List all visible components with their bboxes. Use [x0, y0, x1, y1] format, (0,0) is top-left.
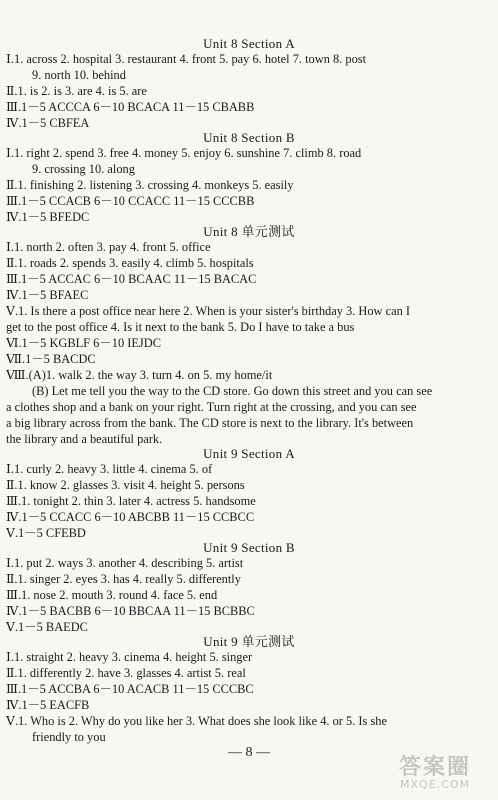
answer-line: Ⅲ.1. tonight 2. thin 3. later 4. actress 5. handsome	[6, 494, 256, 508]
unit9-sectionA-heading: Unit 9 Section A	[203, 446, 295, 461]
answer-line: Ⅴ.1－5 BAEDC	[6, 620, 88, 634]
answer-line: Ⅳ.1－5 CBFEA	[6, 116, 90, 130]
answer-line: friendly to you	[32, 730, 106, 744]
answer-line: Ⅴ.1. Who is 2. Why do you like her 3. What does she look like 4. or 5. Is she	[6, 714, 387, 728]
answer-line: the library and a beautiful park.	[6, 432, 163, 446]
answer-line: Ⅳ.1－5 BFEDC	[6, 210, 90, 224]
answer-line: a big library across from the bank. The CD store is next to the library. It's between	[6, 416, 414, 430]
answer-line: Ⅴ.1. Is there a post office near here 2. When is your sister's birthday 3. How can I	[6, 304, 411, 318]
answer-line: get to the post office 4. Is it next to the bank 5. Do I have to take a bus	[6, 320, 355, 334]
answer-line: Ⅳ.1－5 EACFB	[6, 698, 90, 712]
answer-line: Ⅰ.1. right 2. spend 3. free 4. money 5. enjoy 6. sunshine 7. climb 8. road	[6, 146, 362, 160]
answer-line: Ⅴ.1－5 CFEBD	[6, 526, 86, 540]
answer-line: Ⅳ.1－5 CCACC 6－10 ABCBB 11－15 CCBCC	[6, 510, 255, 524]
unit8-test-heading: Unit 8 单元测试	[203, 224, 295, 239]
answer-line: Ⅶ.1－5 BACDC	[6, 352, 96, 366]
watermark-logo	[380, 750, 490, 794]
answer-line: Ⅲ.1－5 ACCAC 6－10 BCAAC 11－15 BACAC	[6, 272, 257, 286]
answer-line: Ⅲ.1－5 ACCCA 6－10 BCACA 11－15 CBABB	[6, 100, 255, 114]
answer-line: Ⅱ.1. roads 2. spends 3. easily 4. climb 5. hospitals	[6, 256, 254, 270]
answer-line: Ⅲ.1. nose 2. mouth 3. round 4. face 5. end	[6, 588, 218, 602]
answer-line: 9. crossing 10. along	[32, 162, 135, 176]
unit8-sectionB-heading: Unit 8 Section B	[203, 130, 295, 145]
watermark-url: MXQE.COM	[400, 778, 470, 791]
answer-line: Ⅳ.1－5 BACBB 6－10 BBCAA 11－15 BCBBC	[6, 604, 255, 618]
answer-line: Ⅱ.1. differently 2. have 3. glasses 4. artist 5. real	[6, 666, 246, 680]
answer-line: Ⅰ.1. north 2. often 3. pay 4. front 5. office	[6, 240, 211, 254]
answer-line: Ⅰ.1. curly 2. heavy 3. little 4. cinema 5. of	[6, 462, 213, 476]
unit9-sectionB-heading: Unit 9 Section B	[203, 540, 295, 555]
answer-line: Ⅷ.(A)1. walk 2. the way 3. turn 4. on 5. my home/it	[6, 368, 273, 382]
answer-line: Ⅵ.1－5 KGBLF 6－10 IEJDC	[6, 336, 161, 350]
answer-line: a clothes shop and a bank on your right. Turn right at the crossing, and you can see	[6, 400, 417, 414]
answer-line: Ⅱ.1. is 2. is 3. are 4. is 5. are	[6, 84, 147, 98]
answer-line: Ⅱ.1. singer 2. eyes 3. has 4. really 5. differently	[6, 572, 241, 586]
answer-line: Ⅱ.1. know 2. glasses 3. visit 4. height 5. persons	[6, 478, 245, 492]
answer-line: Ⅰ.1. across 2. hospital 3. restaurant 4. front 5. pay 6. hotel 7. town 8. post	[6, 52, 367, 66]
page-number: — 8 —	[228, 745, 270, 760]
answer-line: Ⅲ.1－5 CCACB 6－10 CCACC 11－15 CCCBB	[6, 194, 255, 208]
answer-line: Ⅰ.1. straight 2. heavy 3. cinema 4. height 5. singer	[6, 650, 253, 664]
answer-line: Ⅲ.1－5 ACCBA 6－10 ACACB 11－15 CCCBC	[6, 682, 254, 696]
answer-line: Ⅱ.1. finishing 2. listening 3. crossing 4. monkeys 5. easily	[6, 178, 294, 192]
watermark-text: 答案圈	[398, 755, 471, 780]
answer-line: Ⅳ.1－5 BFAEC	[6, 288, 89, 302]
answer-line: 9. north 10. behind	[32, 68, 126, 82]
answer-line: (B) Let me tell you the way to the CD store. Go down this street and you can see	[32, 384, 433, 398]
answer-line: Ⅰ.1. put 2. ways 3. another 4. describing 5. artist	[6, 556, 244, 570]
unit9-test-heading: Unit 9 单元测试	[203, 634, 295, 649]
unit8-sectionA-heading: Unit 8 Section A	[203, 36, 295, 51]
